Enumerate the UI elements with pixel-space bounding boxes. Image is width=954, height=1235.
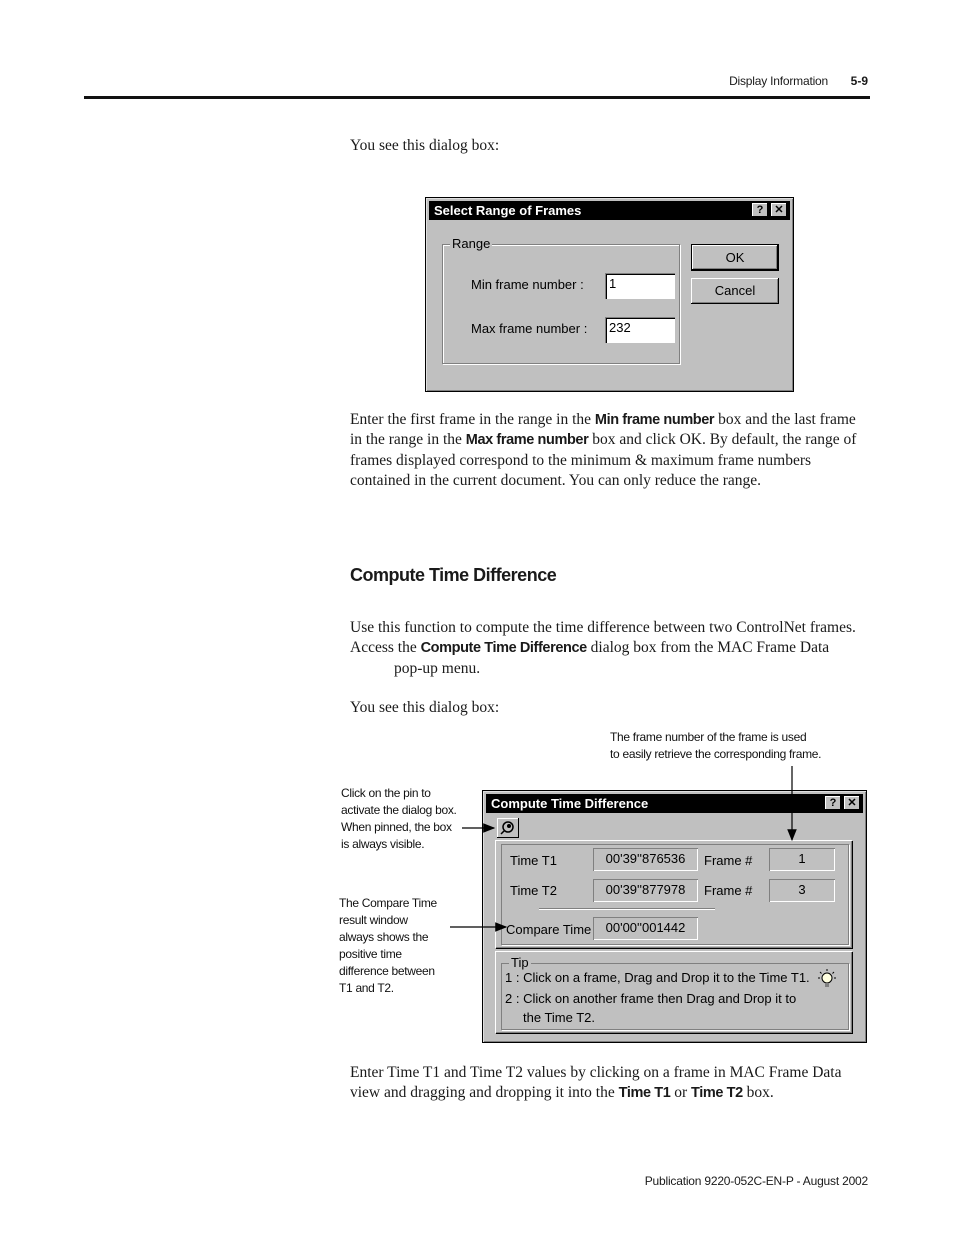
- close-icon[interactable]: ✕: [844, 796, 860, 810]
- close-icon[interactable]: ✕: [771, 203, 787, 217]
- para2-text-c: pop-up menu.: [394, 659, 481, 677]
- annotation-line: When pinned, the box: [341, 820, 452, 834]
- help-icon[interactable]: ?: [752, 203, 768, 217]
- annotation-line: positive time: [339, 947, 402, 961]
- frame2-label: Frame #: [704, 883, 753, 898]
- frame1-field[interactable]: 1: [769, 848, 835, 871]
- para3-text-b: or: [670, 1084, 692, 1102]
- time-t1-label: Time T1: [510, 853, 557, 868]
- time-t2-field[interactable]: 00'39''877978: [593, 879, 698, 902]
- compare-time-field[interactable]: 00'00''001442: [593, 917, 698, 940]
- para1-text-a: Enter the first frame in the range in the: [350, 411, 595, 428]
- max-frame-label: Max frame number :: [471, 321, 588, 336]
- annotation-line: always shows the: [339, 930, 429, 944]
- frame1-label: Frame #: [704, 853, 753, 868]
- dialog-title: Select Range of Frames: [434, 203, 582, 218]
- dialog-title: Compute Time Difference: [491, 796, 649, 811]
- annotation-line: The frame number of the frame is used: [610, 730, 807, 744]
- annotation-line: T1 and T2.: [339, 981, 394, 995]
- para3-text-a: Enter Time T1 and Time T2 values by clicking on a frame in MAC Frame Data view and dragging and dropping it into the: [350, 1064, 842, 1102]
- para2-text-a: Use this function to compute the time difference between two ControlNet frames. Access the: [350, 619, 856, 657]
- help-icon[interactable]: ?: [825, 796, 841, 810]
- para3-bold-t1: Time T1: [618, 1085, 671, 1102]
- annotation-line: to easily retrieve the corresponding frame.: [610, 747, 822, 761]
- page-number: 5-9: [850, 74, 868, 88]
- para2-text-b: dialog box from the MAC Frame Data: [586, 639, 830, 657]
- min-frame-label: Min frame number :: [471, 277, 584, 292]
- cancel-button[interactable]: Cancel: [691, 278, 779, 304]
- min-frame-input[interactable]: 1: [605, 273, 675, 299]
- para1-text-b: box and the last frame in the range in the: [350, 411, 856, 449]
- ok-button[interactable]: OK: [691, 244, 779, 271]
- intro-text-2: You see this dialog box:: [350, 699, 500, 716]
- tip-line-3: the Time T2.: [523, 1010, 596, 1025]
- running-header: Display Information: [729, 74, 828, 88]
- para1-bold-min: Min frame number: [594, 412, 715, 428]
- max-frame-input[interactable]: 232: [605, 317, 675, 343]
- intro-text-1: You see this dialog box:: [350, 137, 500, 154]
- time-t1-field[interactable]: 00'39''876536: [593, 848, 698, 871]
- compare-time-label: Compare Time: [506, 922, 592, 937]
- tip-line-1: 1 : Click on a frame, Drag and Drop it to the Time T1.: [505, 970, 810, 985]
- para1-bold-max: Max frame number: [465, 432, 589, 449]
- publication-footer: Publication 9220-052C-EN-P - August 2002: [644, 1174, 868, 1188]
- annotation-line: Click on the pin to: [341, 786, 431, 800]
- time-t2-label: Time T2: [510, 883, 557, 898]
- frame2-field[interactable]: 3: [769, 879, 835, 902]
- annotation-line: activate the dialog box.: [341, 803, 457, 817]
- tip-label: Tip: [511, 955, 529, 970]
- para3-text-c: box.: [742, 1084, 774, 1102]
- range-group-label: Range: [452, 236, 491, 251]
- para2-bold-compute: Compute Time Difference: [420, 640, 587, 657]
- tip-line-2: 2 : Click on another frame then Drag and Drop it to: [505, 991, 797, 1006]
- para3-bold-t2: Time T2: [691, 1085, 743, 1102]
- paragraph-enter-times: [350, 1063, 870, 1104]
- annotation-line: is always visible.: [341, 837, 425, 851]
- annotation-line: The Compare Time: [339, 896, 437, 910]
- para1-text-c: box and click OK. By default, the range of frames displayed correspond to the minimum & maximum frame numbers contained in the current document. You can only reduce the range.: [350, 431, 857, 489]
- annotation-line: result window: [339, 913, 408, 927]
- section-heading: Compute Time Difference: [350, 565, 557, 585]
- annotation-line: difference between: [339, 964, 435, 978]
